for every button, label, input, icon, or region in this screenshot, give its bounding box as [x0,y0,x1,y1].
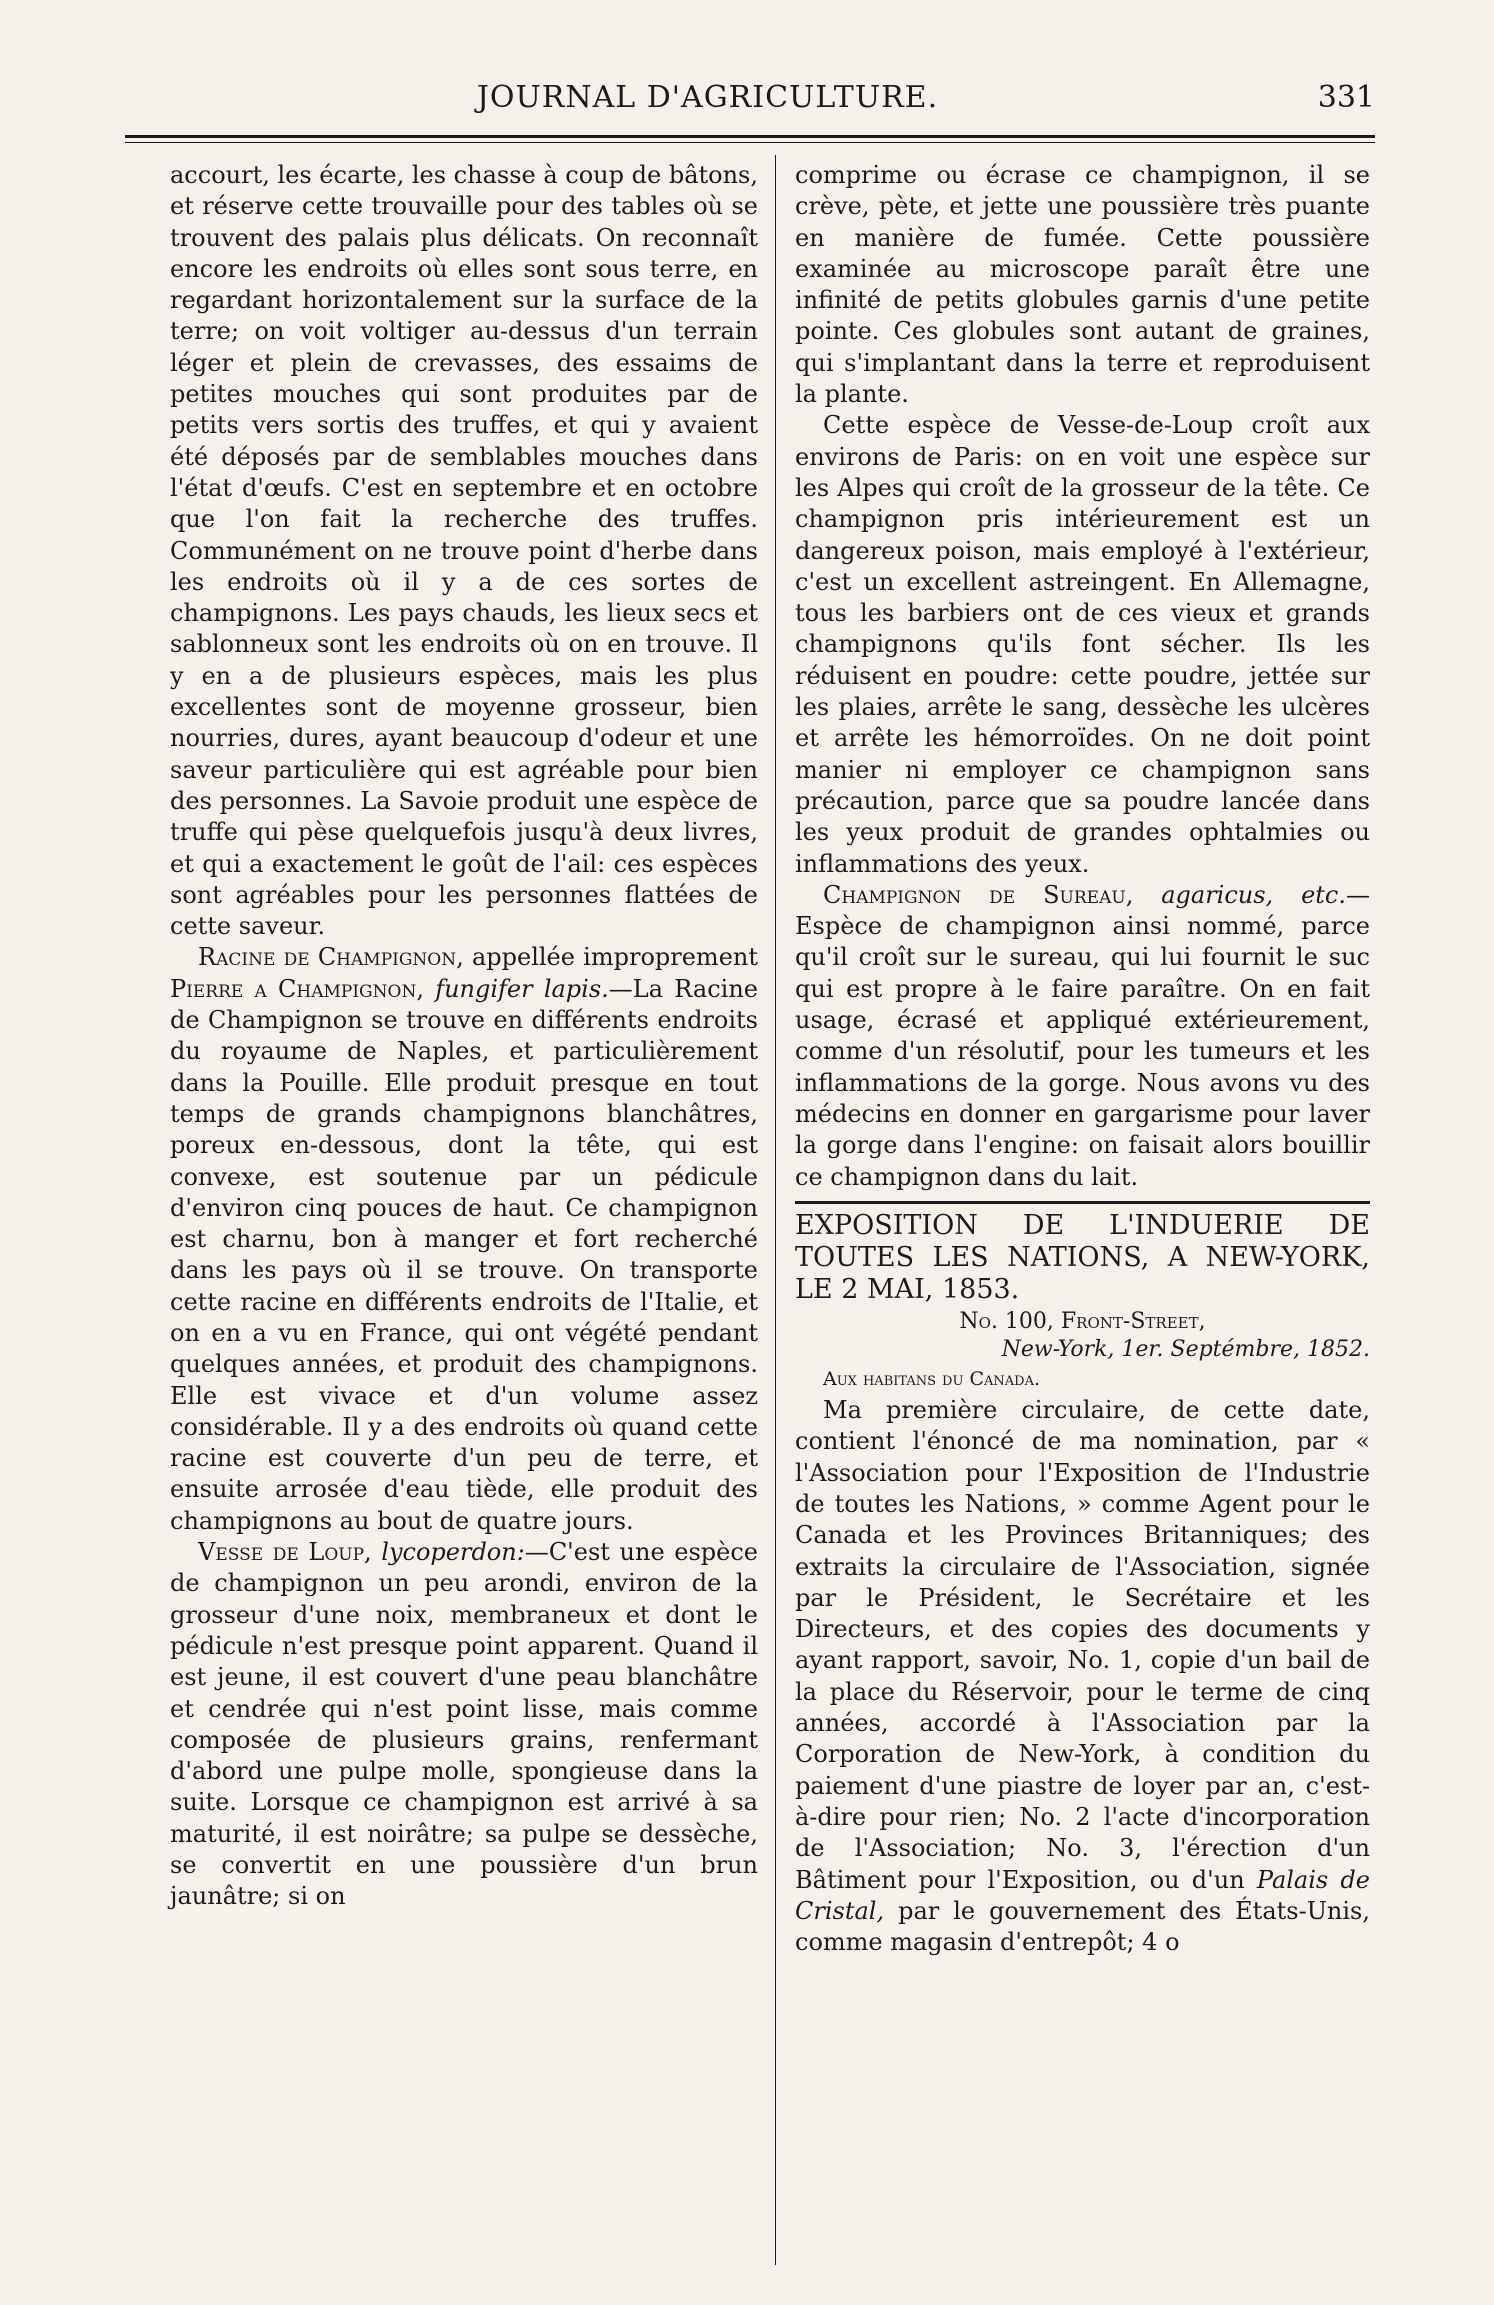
racine-heading: Racine de Champignon, [198,943,464,972]
circular-paragraph: Ma première circulaire, de cette date, contient l'énoncé de ma nomination, par « l'Association pour l'Exposition de l'Industrie de toutes les Nations, » comme Agent pour le Canada et les Provinces Britanniques; des extraits la circulaire de l'Association, signée par le Président, le Secrétaire et les Directeurs, et des copies des documents y ayant rapport, savoir, No. 1, copie d'un bail de la place du Réservoir, pour le terme de cinq années, accordé à l'Association par la Corporation de New-York, à condition du paiement d'une piastre de loyer par an, c'est-à-dire pour rien; No. 2 l'acte d'incorporation de l'Association; No. 3, l'érection d'un Bâtiment pour l'Exposition, ou d'un Palais de Cristal, par le gouvernement des États-Unis, comme magasin d'entrepôt; 4 o [795,1396,1371,1957]
journal-title: JOURNAL D'AGRICULTURE. [476,80,939,115]
page-number: 331 [1317,80,1375,115]
vesse-body: —C'est une espèce de champignon un peu arondi, environ de la grosseur d'une noix, membraneux et dont le pédicule n'est presque point apparent. Quand il est jeune, il est couvert d'une peau blanchâtre et cendrée qui n'est point lisse, mais comme composée de plusieurs grains, renfermant d'abord une pulpe molle, spongieuse dans la suite. Lorsque ce champignon est arrivé à sa maturité, il est noirâtre; sa pulpe se dessèche, se convertit en une poussière d'un brun jaunâtre; si on [170,1538,758,1911]
address-line: No. 100, Front-Street, [959,1308,1206,1334]
left-column [170,160,758,1913]
sureau-body: —Espèce de champignon ainsi nommé, parce qu'il croît sur le sureau, qui lui fournit le suc qui est propre à le faire paraître. On en fait usage, écrasé et appliqué extérieurement, comme d'un résolutif, pour les tumeurs et les inflammations de la gorge. Nous avons vu des médecins en donner en gargarisme pour laver la gorge dans l'engine: on faisait alors bouillir ce champignon dans du lait. [795,880,1370,1191]
palais-cristal: Palais de Cristal, [795,1865,1371,1925]
vesse-latin: lycoperdon: [371,1538,525,1567]
truffle-paragraph: accourt, les écarte, les chasse à coup de bâtons, et réserve cette trouvaille pour des tables où se trouvent des palais plus délicats. On reconnaît encore les endroits où elles sont sous terre, en regardant horizontalement sur la surface de la terre; on voit voltiger au-dessus d'un terrain léger et plein de crevasses, des essaims de petites mouches qui sont produites par de petits vers sortis des truffes, et qui y avaient été déposés par de semblables mouches dans l'état d'œufs. C'est en septembre et en octobre que l'on fait la recherche des truffes. Communément on ne trouve point d'herbe dans les endroits où il y a de ces sortes de champignons. Les pays chauds, les lieux secs et sablonneux sont les endroits où on en trouve. Il y en a de plusieurs espèces, mais les plus excellentes sont de moyenne grosseur, bien nourries, dures, ayant beaucoup d'odeur et une saveur particulière qui est agréable pour bien des personnes. La Savoie produit une espèce de truffe qui pèse quelquefois jusqu'à deux livres, et qui a exactement le goût de l'ail: ces espèces sont agréables pour les personnes flattées de cette saveur. [170,161,758,941]
header-rule-thin [125,142,1375,143]
vesse-paragraph [170,1537,758,1913]
sureau-paragraph [795,880,1370,1193]
exhibition-title: EXPOSITION DE L'INDUERIE DE TOUTES LES NATIONS, A NEW-YORK, LE 2 MAI, 1853. [795,1209,1370,1305]
salutation: Aux habitans du Canada. [823,1367,1041,1390]
vesse-heading: Vesse de Loup, [198,1538,372,1567]
newspaper-page [40,60,1375,2280]
vesse-paris-paragraph: Cette espèce de Vesse-de-Loup croît aux environs de Paris: on en voit une espèce sur les Alpes qui croît de la grosseur de la tête. Ce champignon pris intérieurement est un dangereux poison, mais employé à l'extérieur, c'est un excellent astreingent. En Allemagne, tous les barbiers ont de ces vieux et grands champignons qu'ils font sécher. Ils les réduisent en poudre: cette poudre, jettée sur les plaies, arrête le sang, dessèche les ulcères et arrête les hémorroïdes. On ne doit point manier ni employer ce champignon sans précaution, parce que sa poudre lancée dans les yeux produit de grandes ophtalmies ou inflammations des yeux. [795,411,1370,878]
racine-mid: appellée improprement [463,943,758,972]
racine-paragraph [170,942,758,1537]
date-line: New-York, 1er. Septémbre, 1852. [1001,1336,1370,1362]
column-divider [775,155,776,2265]
racine-latin: fungifer lapis. [423,974,609,1003]
header-rule [125,135,1375,138]
section-separator [795,1201,1370,1204]
racine-alt-name: Pierre a Champignon, [170,974,424,1003]
page-header [40,80,1375,140]
vesse-continued-paragraph: comprime ou écrase ce champignon, il se crève, pète, et jette une poussière très puante en manière de fumée. Cette poussière examinée au microscope paraît être une infinité de petits globules garnis d'une petite pointe. Ces globules sont autant de graines, qui s'implantant dans la terre et reproduisent la plante. [795,161,1370,409]
sureau-heading: Champignon de Sureau, [823,880,1134,909]
sureau-latin: agaricus, etc. [1133,880,1346,909]
right-column [795,160,1370,1958]
racine-body: —La Racine de Champignon se trouve en différents endroits du royaume de Naples, et particulièrement dans la Pouille. Elle produit presque en tout temps de grands champignons blanchâtres, poreux en-dessous, dont la tête, qui est convexe, est soutenue par un pédicule d'environ cinq pouces de haut. Ce champignon est charnu, bon à manger et fort recherché dans les pays où il se trouve. On transporte cette racine en différents endroits de l'Italie, et on en a vu en France, qui ont végété pendant quelques années, et produit des champignons. Elle est vivace et d'un volume assez considérable. Il y a des endroits où quand cette racine est couverte d'un peu de terre, et ensuite arrosée d'eau tiède, elle produit des champignons au bout de quatre jours. [170,974,758,1535]
